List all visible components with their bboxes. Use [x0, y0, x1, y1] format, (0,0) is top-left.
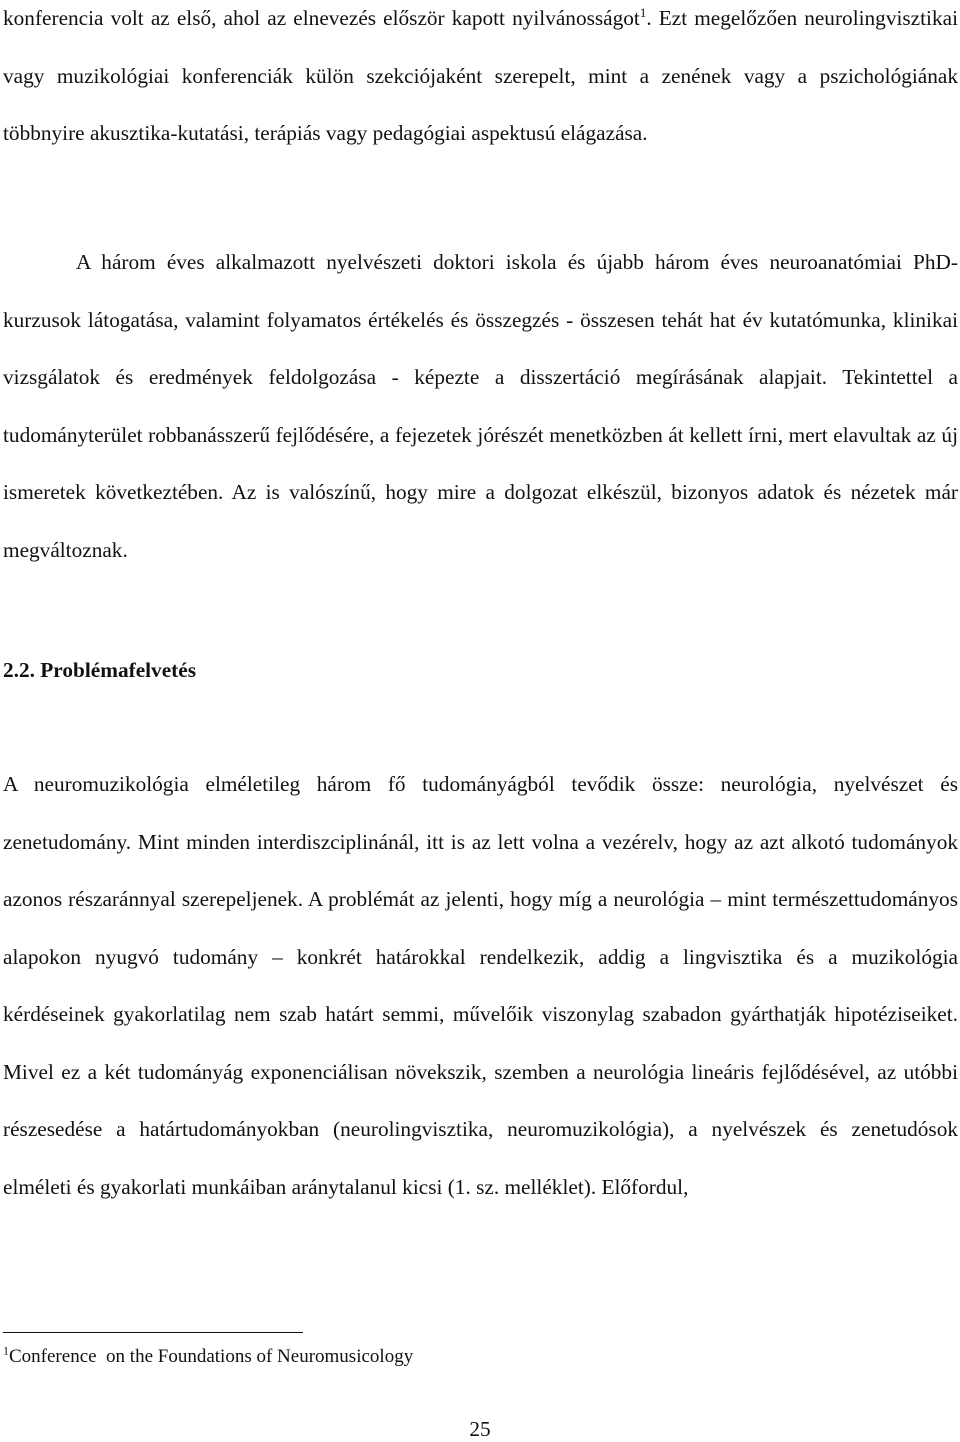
body-paragraph-problem-statement: A neuromuzikológia elméletileg három fő tudományágból tevődik össze: neurológia, nyelvészet és zenetudomány. Mint minden interdiszciplinánál, itt is az lett volna a vezérelv, hogy az azt alkotó tudományok azonos részaránnyal szerepeljenek. A problémát az jelenti, hogy míg a neurológia – mint természettudományos alapokon nyugvó tudomány – konkrét határokkal rendelkezik, addig a lingvisztika és a muzikológia kérdéseinek gyakorlatilag nem szab határt semmi, művelőik viszonylag szabadon gyárthatják hipotéziseiket. Mivel ez a két tudományág exponenciálisan növekszik, szemben a neurológia lineáris fejlődésével, az utóbbi részesedése a határtudományokban (neurolingvisztika, neuromuzikológia), a nyelvészek és zenetudósok elméleti és gyakorlati munkáiban aránytalanul kicsi (1. sz. melléklet). Előfordul, — [3, 772, 958, 1199]
body-paragraph-intro — [3, 0, 958, 163]
section-heading: 2.2. Problémafelvetés — [3, 658, 196, 682]
footnote-reference: 1 — [639, 4, 647, 20]
footnote — [3, 1344, 413, 1370]
page-number: 25 — [469, 1417, 491, 1441]
paragraph-text: . Ezt megelőzően neurolingvisztikai vagy muzikológiai konferenciák külön szekciójaként szerepelt, mint a zenének vagy a pszichológiának többnyire akusztika-kutatási, terápiás vagy pedagógiai aspektusú elágazása. — [3, 6, 958, 145]
footnote-separator — [3, 1332, 303, 1333]
footnote-text: Conference on the Foundations of Neuromusicology — [9, 1346, 414, 1367]
paragraph-text: konferencia volt az első, ahol az elnevezés először kapott nyilvánosságot — [3, 6, 640, 30]
body-paragraph-methodology: A három éves alkalmazott nyelvészeti doktori iskola és újabb három éves neuroanatómiai PhD-kurzusok látogatása, valamint folyamatos értékelés és összegzés - összesen tehát hat év kutatómunka, klinikai vizsgálatok és eredmények feldolgozása - képezte a disszertáció megírásának alapjait. Tekintettel a tudományterület robbanásszerű fejlődésére, a fejezetek jórészét menetközben át kellett írni, mert elavultak az új ismeretek következtében. Az is valószínű, hogy mire a dolgozat elkészül, bizonyos adatok és nézetek már megváltoznak. — [3, 250, 958, 562]
footnote-marker: 1 — [3, 1343, 9, 1358]
